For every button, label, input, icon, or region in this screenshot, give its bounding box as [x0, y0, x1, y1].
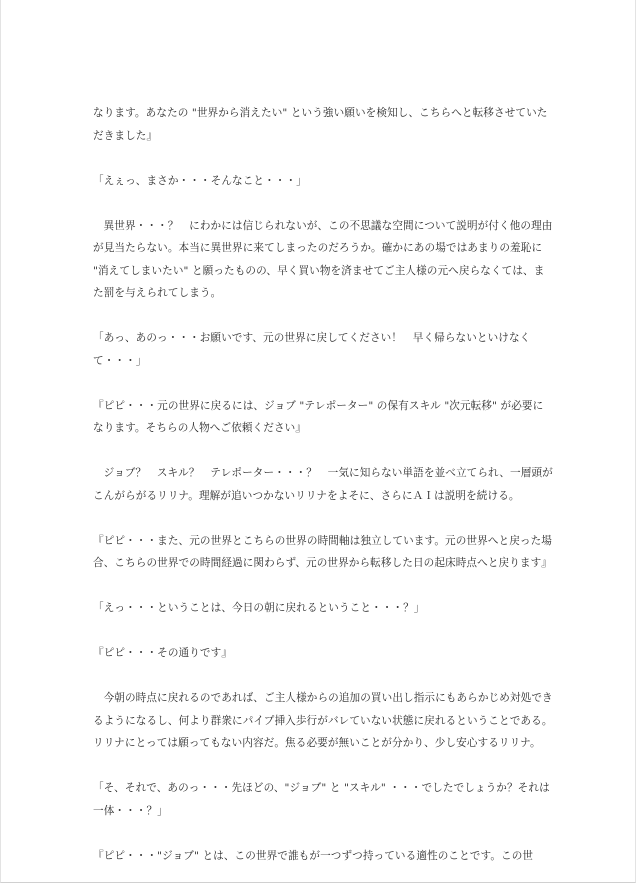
body-text — [93, 102, 553, 890]
paragraph: 『ピピ・・・"ジョブ" とは、この世界で誰もが一つずつ持っている適性のことです。この世 — [93, 849, 534, 862]
paragraph: 『ピピ・・・元の世界に戻るには、ジョブ "テレポーター" の保有スキル "次元転移" が必要になります。そちらの人物へご依頼ください』 — [93, 399, 544, 434]
paragraph: 「えっ・・・ということは、今日の朝に戻れるということ・・・？」 — [93, 602, 425, 614]
paragraph: 「そ、それで、あのっ・・・先ほどの、"ジョブ" と "スキル" ・・・でしたでしょうか？それは一体・・・？」 — [93, 782, 550, 817]
paragraph: 「あっ、あのっ・・・お願いです、元の世界に戻してください！ 早く帰らないといけなくて・・・」 — [93, 332, 531, 367]
paragraph: 『ピピ・・・その通りです』 — [93, 647, 233, 659]
paragraph: なります。あなたの "世界から消えたい" という強い願いを検知し、こちらへと転移させていただきました』 — [93, 107, 548, 142]
paragraph: 今朝の時点に戻れるのであれば、ご主人様からの追加の買い出し指示にもあらかじめ対処できるようになるし、何より群衆にパイプ挿入歩行がバレていない状態に戻れるということである。リリナにとっては願ってもない内容だ。焦る必要が無いことが分かり、少し安心するリリナ。 — [93, 692, 553, 749]
paragraph: 異世界・・・？ にわかには信じられないが、この不思議な空間について説明が付く他の理由が見当たらない。本当に異世界に来てしまったのだろうか。確かにあの場ではあまりの羞恥に "消えてしまいたい" と願ったものの、早く買い物を済ませてご主人様の元へ戻らなくては、また罰を与えられてしまう。 — [93, 219, 553, 299]
paragraph: 『ピピ・・・また、元の世界とこちらの世界の時間軸は独立しています。元の世界へと戻った場合、こちらの世界での時間経過に関わらず、元の世界から転移した日の起床時点へと戻ります』 — [93, 534, 552, 569]
paragraph: 「えぇっ、まさか・・・そんなこと・・・」 — [93, 174, 307, 187]
paragraph: ジョブ？ スキル？ テレポーター・・・？ 一気に知らない単語を並べ立てられ、一層頭がこんがらがるリリナ。理解が追いつかないリリナをよそに、さらにＡＩは説明を続ける。 — [93, 467, 553, 502]
